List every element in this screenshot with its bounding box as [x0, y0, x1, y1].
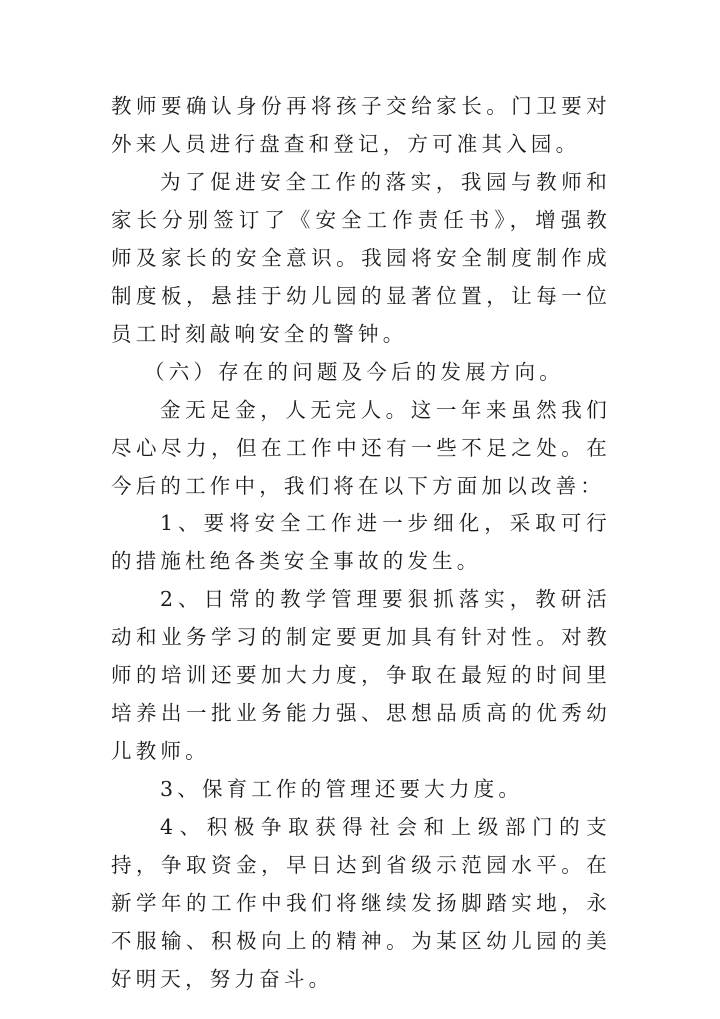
list-item-3: 3、保育工作的管理还要大力度。	[160, 777, 524, 802]
section-heading-problems-direction: （六）存在的问题及今后的发展方向。	[144, 359, 564, 384]
list-item-1: 1、要将安全工作进一步细化，采取可行的措施杜绝各类安全事故的发生。	[111, 511, 611, 574]
paragraph-shortcomings-intro: 金无足金，人无完人。这一年来虽然我们尽心尽力，但在工作中还有一些不足之处。在今后的工作中，我们将在以下方面加以改善：	[111, 397, 611, 498]
list-item-2: 2、日常的教学管理要狠抓落实，教研活动和业务学习的制定要更加具有针对性。对教师的培训还要加大力度，争取在最短的时间里培养出一批业务能力强、思想品质高的优秀幼儿教师。	[111, 587, 611, 764]
list-item-4: 4、积极争取获得社会和上级部门的支持，争取资金，早日达到省级示范园水平。在新学年的工作中我们将继续发扬脚踏实地，永不服输、积极向上的精神。为某区幼儿园的美好明天，努力奋斗。	[111, 815, 611, 991]
paragraph-safety-responsibility: 为了促进安全工作的落实，我园与教师和家长分别签订了《安全工作责任书》，增强教师及家长的安全意识。我园将安全制度制作成制度板，悬挂于幼儿园的显著位置，让每一位员工时刻敲响安全的警钟。	[111, 169, 611, 346]
paragraph-continuation: 教师要确认身份再将孩子交给家长。门卫要对外来人员进行盘查和登记，方可准其入园。	[111, 94, 611, 156]
document-page	[111, 88, 611, 999]
